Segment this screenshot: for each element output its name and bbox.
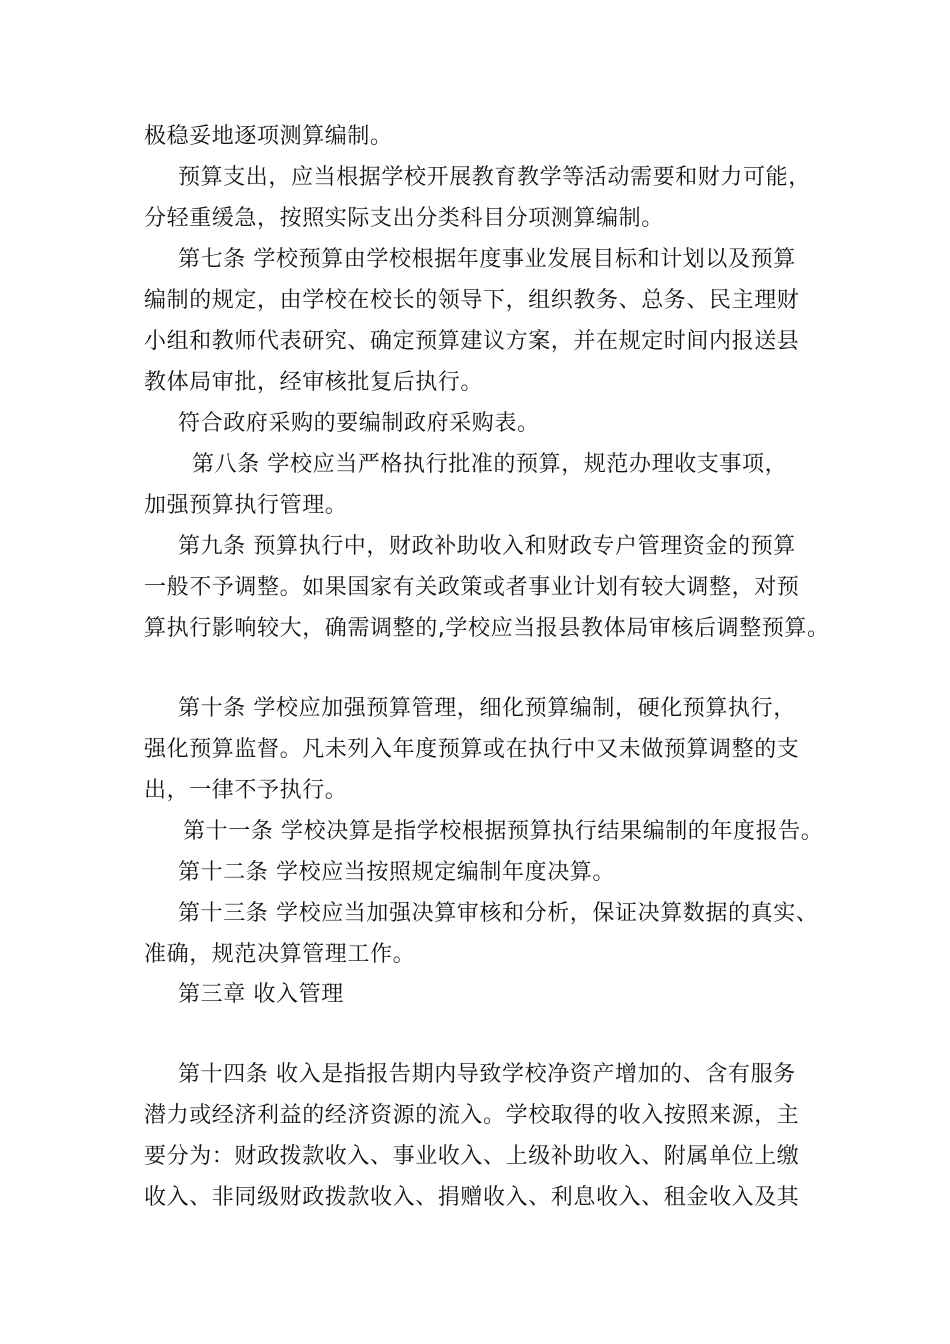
text-line: 第七条 学校预算由学校根据年度事业发展目标和计划以及预算 [178, 247, 796, 272]
text-line: 收入、非同级财政拨款收入、捐赠收入、利息收入、租金收入及其 [144, 1185, 800, 1210]
text-line: 第八条 学校应当严格执行批准的预算，规范办理收支事项， [192, 452, 788, 477]
text-line: 出，一律不予执行。 [144, 778, 348, 803]
text-line: 极稳妥地逐项测算编制。 [144, 124, 393, 149]
text-line: 第九条 预算执行中，财政补助收入和财政专户管理资金的预算 [178, 534, 796, 559]
text-line: 第十四条 收入是指报告期内导致学校净资产增加的、含有服务 [178, 1062, 796, 1087]
section-heading: 第三章 收入管理 [178, 982, 344, 1007]
text-line: 第十条 学校应加强预算管理，细化预算编制，硬化预算执行， [178, 696, 796, 721]
text-line: 第十一条 学校决算是指学校根据预算执行结果编制的年度报告。 [183, 819, 824, 844]
text-line: 加强预算执行管理。 [144, 493, 348, 518]
text-line: 第十三条 学校应当加强决算审核和分析，保证决算数据的真实、 [178, 901, 819, 926]
text-line: 分轻重缓急，按照实际支出分类科目分项测算编制。 [144, 206, 664, 231]
text-line: 第十二条 学校应当按照规定编制年度决算。 [178, 860, 615, 885]
text-line: 符合政府采购的要编制政府采购表。 [178, 411, 540, 436]
text-line: 强化预算监督。凡未列入年度预算或在执行中又未做预算调整的支 [144, 737, 800, 762]
text-line: 预算支出，应当根据学校开展教育教学等活动需要和财力可能， [178, 165, 811, 190]
text-line: 编制的规定，由学校在校长的领导下，组织教务、总务、民主理财 [144, 288, 800, 313]
text-line: 准确，规范决算管理工作。 [144, 942, 416, 967]
text-line: 教体局审批，经审核批复后执行。 [144, 370, 484, 395]
text-line: 小组和教师代表研究、确定预算建议方案，并在规定时间内报送县 [144, 329, 800, 354]
text-line: 一般不予调整。如果国家有关政策或者事业计划有较大调整，对预 [144, 575, 800, 600]
text-line: 要分为：财政拨款收入、事业收入、上级补助收入、附属单位上缴 [144, 1144, 800, 1169]
text-line: 潜力或经济利益的经济资源的流入。学校取得的收入按照来源，主 [144, 1103, 800, 1128]
text-line: 算执行影响较大，确需调整的,学校应当报县教体局审核后调整预算。 [144, 616, 830, 641]
